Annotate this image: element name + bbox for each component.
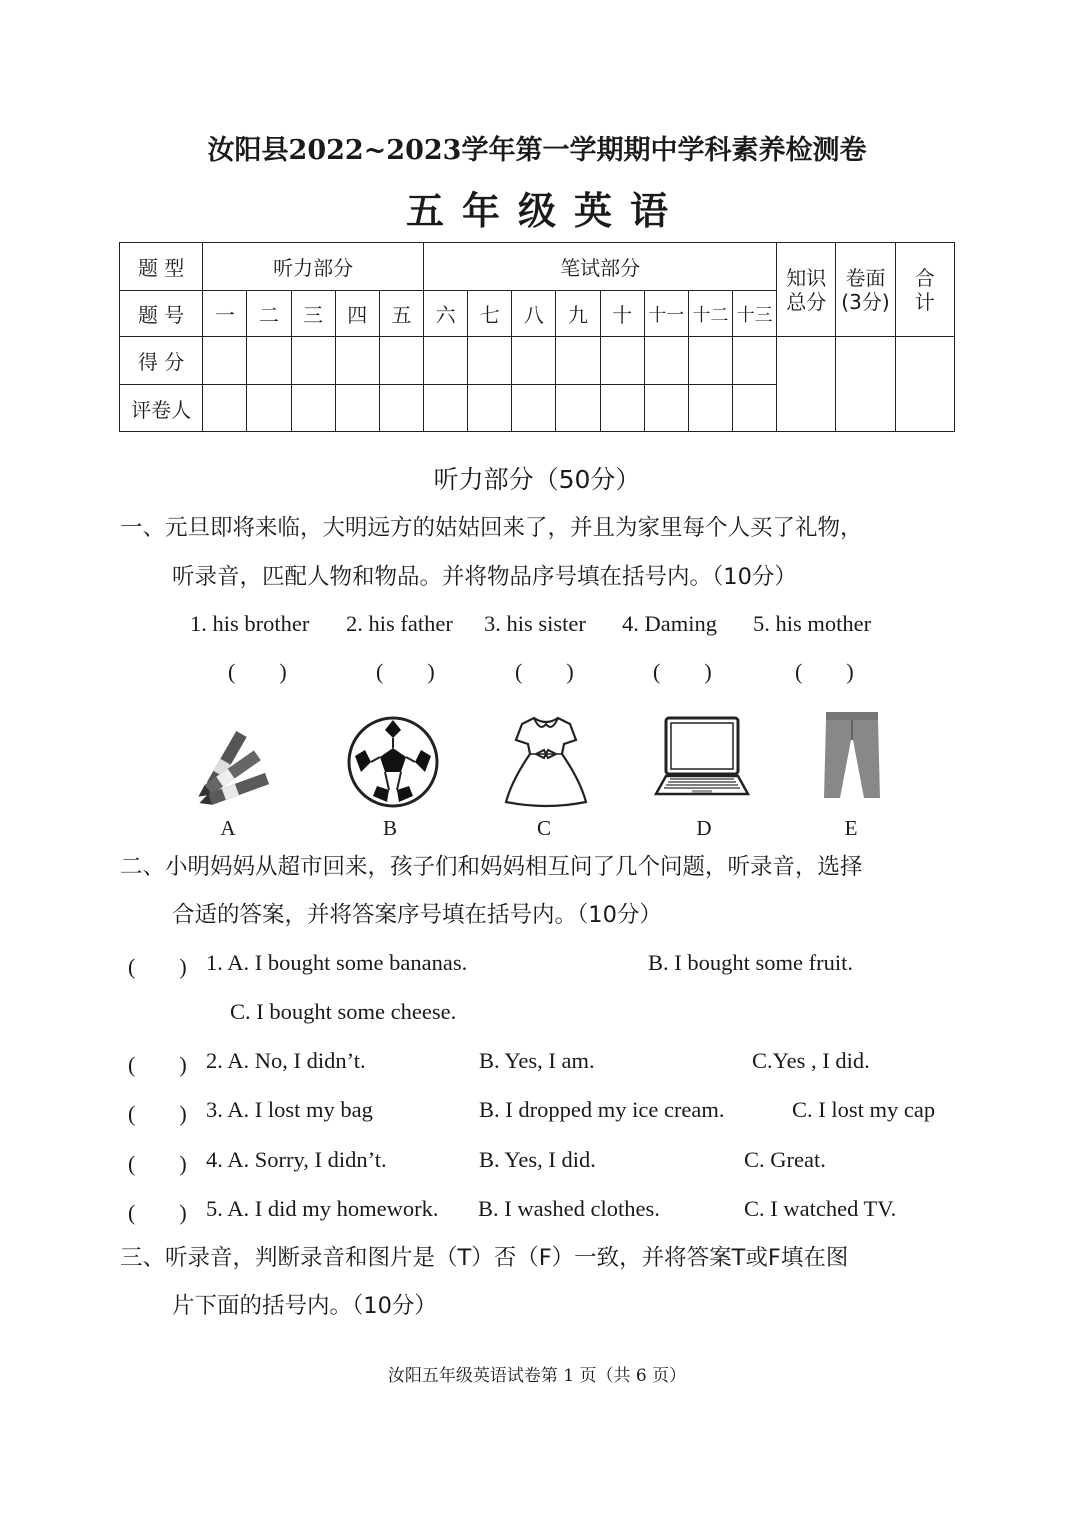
question-number: 十二	[688, 291, 732, 337]
q2-answer-blank[interactable]: ( )	[128, 1101, 187, 1126]
q2-option-b: B. I washed clothes.	[478, 1196, 660, 1221]
q2-option-a: 5. A. I did my homework.	[206, 1196, 439, 1221]
q2-answer-blank[interactable]: ( )	[128, 1200, 187, 1225]
q1-answer-blank[interactable]: ( )	[376, 659, 435, 684]
q2-option-b: B. Yes, I am.	[479, 1048, 595, 1073]
q1-person: 1. his brother	[190, 611, 310, 636]
q2-option-c: C. I lost my cap	[792, 1097, 936, 1122]
score-cell[interactable]	[203, 337, 247, 385]
picture-letter: E	[844, 816, 858, 840]
q2-option-c: C.Yes , I did.	[752, 1048, 870, 1073]
row-label-score: 得 分	[120, 337, 203, 385]
grader-cell[interactable]	[203, 385, 247, 432]
q1-person: 2. his father	[346, 611, 453, 636]
q2-answer-blank[interactable]: ( )	[128, 1151, 187, 1176]
picture-letter: D	[696, 816, 712, 840]
writing-part-header: 笔试部分	[424, 243, 777, 291]
grader-cell[interactable]	[335, 385, 379, 432]
picture-letter: B	[382, 816, 397, 840]
picture-letter: A	[220, 816, 236, 840]
question-number: 三	[291, 291, 335, 337]
question-number: 二	[247, 291, 291, 337]
question-number: 七	[468, 291, 512, 337]
q1-answer-blank[interactable]: ( )	[653, 659, 712, 684]
score-cell[interactable]	[291, 337, 335, 385]
q2-title-line1: 二、小明妈妈从超市回来，孩子们和妈妈相互问了几个问题，听录音，选择	[120, 854, 863, 880]
score-cell[interactable]	[512, 337, 556, 385]
exam-title: 汝阳县2022~2023学年第一学期期中学科素养检测卷	[207, 135, 867, 166]
score-cell[interactable]	[688, 337, 732, 385]
q2-option-a: 2. A. No, I didn’t.	[206, 1048, 366, 1073]
grader-cell[interactable]	[424, 385, 468, 432]
q2-answer-blank[interactable]: ( )	[128, 1052, 187, 1077]
question-number: 五	[379, 291, 423, 337]
paper-score-header: 卷面(3分)	[836, 243, 895, 337]
grader-cell[interactable]	[379, 385, 423, 432]
q2-answer-blank[interactable]: ( )	[128, 954, 187, 979]
score-cell[interactable]	[247, 337, 291, 385]
score-cell[interactable]	[468, 337, 512, 385]
score-cell[interactable]	[600, 337, 644, 385]
score-cell[interactable]	[379, 337, 423, 385]
q2-option-c: C. Great.	[744, 1147, 826, 1172]
knowledge-total-cell[interactable]	[777, 337, 836, 432]
score-cell[interactable]	[424, 337, 468, 385]
row-label-number: 题 号	[120, 291, 203, 337]
soccer-ball-icon	[343, 712, 443, 812]
q2-title-line2: 合适的答案，并将答案序号填在括号内。（10分）	[172, 902, 662, 928]
grader-cell[interactable]	[688, 385, 732, 432]
listening-section-heading: 听力部分（50分）	[433, 465, 641, 494]
question-number: 四	[335, 291, 379, 337]
q1-answer-blank[interactable]: ( )	[515, 659, 574, 684]
q2-option-a: 4. A. Sorry, I didn’t.	[206, 1147, 387, 1172]
question-number: 六	[424, 291, 468, 337]
grader-cell[interactable]	[247, 385, 291, 432]
score-cell[interactable]	[644, 337, 688, 385]
grader-cell[interactable]	[512, 385, 556, 432]
grand-total-cell[interactable]	[895, 337, 954, 432]
knowledge-total-header: 知识总分	[777, 243, 836, 337]
grader-cell[interactable]	[291, 385, 335, 432]
score-table	[119, 242, 955, 432]
q1-title-line2: 听录音，匹配人物和物品。并将物品序号填在括号内。（10分）	[172, 564, 797, 590]
page-footer: 汝阳五年级英语试卷第 1 页（共 6 页）	[387, 1366, 687, 1386]
grader-cell[interactable]	[468, 385, 512, 432]
q2-option-a: 1. A. I bought some bananas.	[206, 950, 468, 975]
q3-title-line1: 三、听录音，判断录音和图片是（T）否（F）一致，并将答案T或F填在图	[120, 1245, 849, 1271]
grand-total-header: 合计	[895, 243, 954, 337]
row-label-type: 题 型	[120, 243, 203, 291]
q1-person: 5. his mother	[753, 611, 872, 636]
q2-option-b: B. I dropped my ice cream.	[479, 1097, 725, 1122]
q2-option-a: 3. A. I lost my bag	[206, 1097, 373, 1122]
question-number: 一	[203, 291, 247, 337]
question-number: 八	[512, 291, 556, 337]
score-cell[interactable]	[556, 337, 600, 385]
grader-cell[interactable]	[556, 385, 600, 432]
q1-person: 3. his sister	[484, 611, 586, 636]
crayons-icon	[180, 712, 280, 812]
score-cell[interactable]	[335, 337, 379, 385]
q1-answer-blank[interactable]: ( )	[795, 659, 854, 684]
grader-cell[interactable]	[733, 385, 777, 432]
row-label-grader: 评卷人	[120, 385, 203, 432]
q1-answer-blank[interactable]: ( )	[228, 659, 287, 684]
question-number: 九	[556, 291, 600, 337]
question-number: 十一	[644, 291, 688, 337]
q2-option-c: C. I bought some cheese.	[230, 999, 457, 1024]
exam-subtitle: 五年级英语	[405, 188, 686, 233]
q2-option-b: B. Yes, I did.	[479, 1147, 596, 1172]
trousers-icon	[802, 710, 902, 810]
picture-letter: C	[536, 816, 551, 840]
paper-score-cell[interactable]	[836, 337, 895, 432]
listening-part-header: 听力部分	[203, 243, 424, 291]
q1-person: 4. Daming	[622, 611, 717, 636]
laptop-icon	[652, 712, 752, 812]
grader-cell[interactable]	[644, 385, 688, 432]
question-number: 十	[600, 291, 644, 337]
q3-title-line2: 片下面的括号内。（10分）	[172, 1293, 437, 1319]
q2-option-b: B. I bought some fruit.	[648, 950, 853, 975]
dress-icon	[496, 710, 596, 810]
q2-option-c: C. I watched TV.	[744, 1196, 897, 1221]
question-number: 十三	[733, 291, 777, 337]
score-cell[interactable]	[733, 337, 777, 385]
q1-title-line1: 一、元旦即将来临，大明远方的姑姑回来了，并且为家里每个人买了礼物，	[120, 515, 863, 541]
grader-cell[interactable]	[600, 385, 644, 432]
